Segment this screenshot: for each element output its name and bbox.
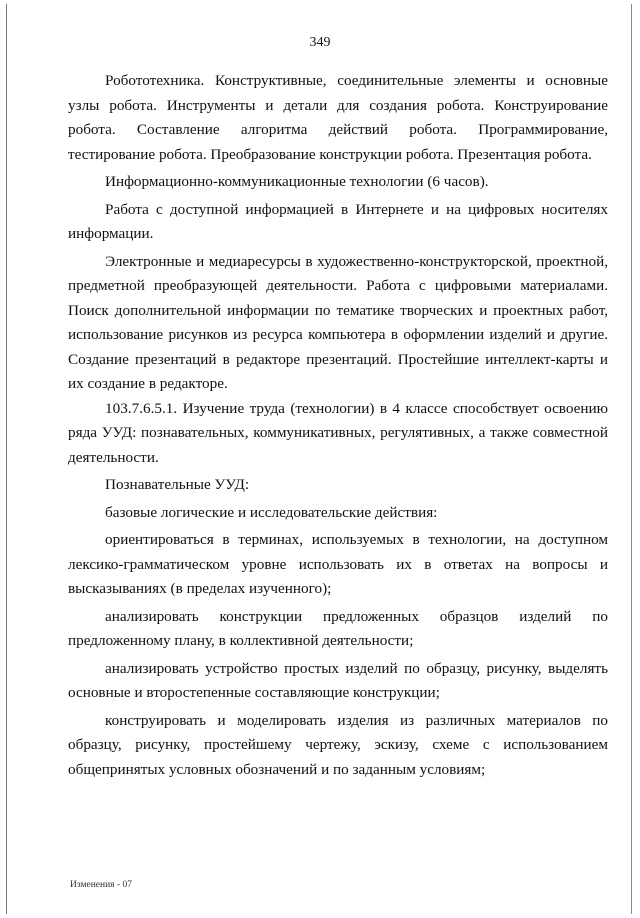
paragraph-uud-intro: 103.7.6.5.1. Изучение труда (технологии) в 4 классе способствует освоению ряда УУД: познавательных, коммуникативных, регулятивных, а также совместной деятельности. (68, 399, 608, 466)
document-body (68, 69, 608, 782)
paragraph-logical-actions: базовые логические и исследовательские действия: (105, 503, 438, 521)
paragraph-cognitive-uud: Познавательные УУД: (105, 476, 250, 493)
paragraph-internet-work: Работа с доступной информацией в Интернете и на цифровых носителях информации. (68, 200, 608, 242)
paragraph-terms: ориентироваться в терминах, используемых в технологии, на доступном лексико-грамматическом уровне использовать их в ответах на вопросы и высказываниях (в пределах изученного); (68, 531, 608, 597)
paragraph-ict-heading: Информационно-коммуникационные технологии (6 часов). (105, 173, 489, 190)
revision-footer: Изменения - 07 (70, 880, 132, 890)
paragraph-analyze-constructions: анализировать конструкции предложенных образцов изделий по предложенному плану, в коллективной деятельности; (68, 607, 608, 649)
paragraph-construct-model: конструировать и моделировать изделия из различных материалов по образцу, рисунку, простейшему чертежу, эскизу, схеме с использованием общепринятых условных обозначений и по заданным условиям; (68, 711, 608, 778)
paragraph-media-resources: Электронные и медиаресурсы в художественно-конструкторской, проектной, предметной преобразующей деятельности. Работа с цифровыми материалами. Поиск дополнительной информации по тематике творческих и проектных работ, использование рисунков из ресурса компьютера в оформлении изделий и другие. Создание презентаций в редакторе презентаций. Простейшие интеллект-карты и их создание в редакторе. (68, 252, 608, 392)
page-number: 349 (309, 35, 331, 50)
paragraph-robotics: Робототехника. Конструктивные, соединительные элементы и основные узлы робота. Инструменты и детали для создания робота. Конструирование робота. Составление алгоритма действий робота. Программирование, тестирование робота. Преобразование конструкции робота. Презентация робота. (68, 72, 608, 163)
paragraph-analyze-devices: анализировать устройство простых изделий по образцу, рисунку, выделять основные и второстепенные составляющие конструкции; (68, 659, 608, 701)
